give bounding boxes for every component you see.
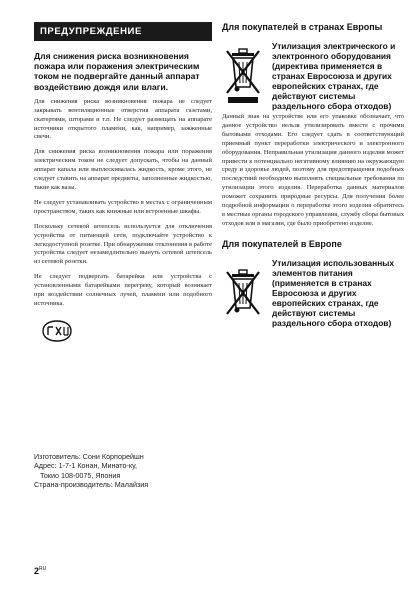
right-column bbox=[222, 22, 404, 330]
section-title-europe-countries: Для покупателей в странах Европы bbox=[222, 22, 383, 32]
weee-block bbox=[222, 41, 404, 111]
manufacturer-line: Токио 108-0075, Япония bbox=[40, 470, 121, 480]
weee-title: Утилизация электрического и электронного оборудования (директива применяется в странах Евросоюза и других европейских странах, где действуют системы раздельного сбора отходов) bbox=[272, 41, 396, 111]
warning-paragraph: Не следует подвергать батарейки или устройства с установленными батарейками перегреву, который возникает при воздействии солнечных лучей, пламени или подобного источника. bbox=[34, 273, 212, 307]
battery-disposal-title: Утилизация использованных элементов питания (применяется в странах Евросоюза и других европейских странах, где действуют системы раздельного сбора отходов) bbox=[272, 257, 395, 328]
crossed-out-bin-icon bbox=[222, 258, 264, 328]
left-column bbox=[34, 22, 212, 348]
section-title-europe: Для покупателей в Европе bbox=[222, 238, 342, 249]
manufacturer-line: Страна-производитель: Малайзия bbox=[34, 480, 149, 490]
warning-header: ПРЕДУПРЕЖДЕНИЕ bbox=[34, 22, 212, 41]
page-number bbox=[34, 566, 46, 576]
manufacturer-line: Изготовитель: Сони Корпорейшн bbox=[34, 452, 144, 461]
warning-lead: Для снижения риска возникновения пожара или поражения электрическим током не подвергайте данный аппарат воздействию дождя или влаги. bbox=[34, 51, 200, 92]
manufacturer-info bbox=[34, 452, 212, 490]
warning-paragraph: Поскольку сетевой штепсель используется для отключения устройства от питающей сети, подключайте устройство к легкодоступной розетке. При обнаружении отклонения в работе устройства следует незамедлительно вынуть сетевой штепсель из сетевой розетки. bbox=[34, 222, 212, 266]
gost-certification-mark-icon bbox=[40, 319, 74, 343]
warning-paragraph: Не следует устанавливать устройство в местах с ограниченным пространством, таких как книжные или встроенные шкафы. bbox=[34, 198, 212, 215]
language-code: RU bbox=[39, 566, 47, 572]
manufacturer-line: Адрес: 1-7-1 Конан, Минато-ку, bbox=[34, 461, 137, 471]
warning-paragraph: Для снижения риска возникновения пожара не следует закрывать вентиляционные отверстия аппарата газетами, скатертями, шторами и т.п. Не следует размещать на аппарате источники открытого пламени, как, например, зажженные свечи. bbox=[34, 97, 212, 141]
crossed-out-bin-icon bbox=[222, 41, 264, 111]
weee-description: Данный знак на устройстве или его упаковке обозначает, что данное устройство нельзя утилизировать вместе с прочими бытовыми отходами. Его следует сдать в соответствующий приемный пункт переработки электрического и электронного оборудования. Неправильная утилизация данного изделия может привести к потенциально негативному влиянию на окружающую среду и здоровье людей, поэтому для предотвращения подобных последствий необходимо выполнять специальные требования по утилизации этого изделия. Переработка данных материалов поможет сохранить природные ресурсы. Для получения более подробной информации о переработке этого изделия обратитесь в местные органы городского управления, службу сбора бытовых отходов или в магазин, где было приобретено изделие. bbox=[222, 113, 404, 227]
battery-disposal-block bbox=[222, 258, 404, 328]
page-number-value: 2 bbox=[34, 566, 40, 576]
warning-paragraph: Для снижения риска возникновения пожара или поражения электрическим током не следует допускать, чтобы на данный аппарат капала или выплескивалась жидкость, кроме этого, не следует ставить на аппарат предметы, заполненные жидкостью, такие как вазы. bbox=[34, 148, 212, 191]
